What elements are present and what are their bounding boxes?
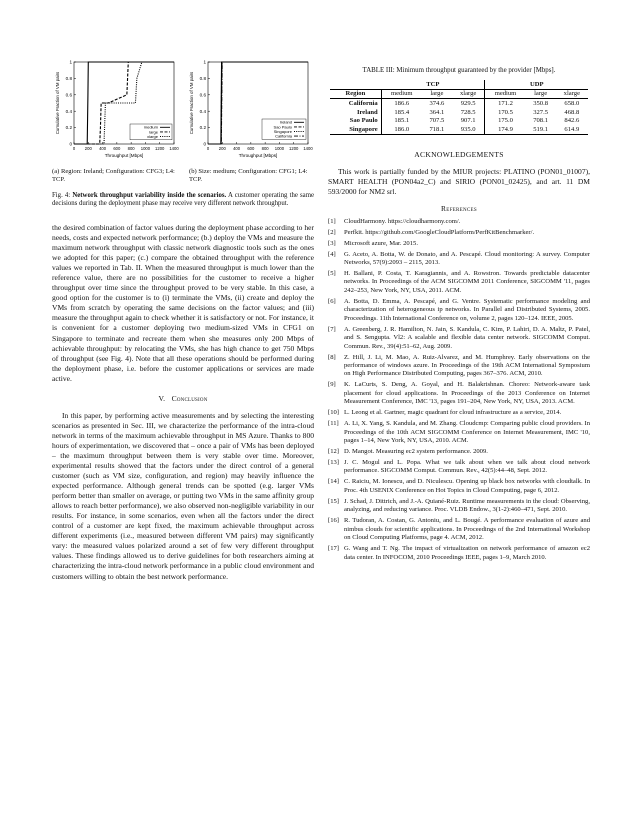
table-header-row xyxy=(330,89,588,99)
x-tick-label: 1400 xyxy=(303,146,313,151)
table-group-tcp: TCP xyxy=(381,80,485,89)
reference-text: G. Wang and T. Ng. The impact of virtualization on network performance of amazon ec2 data center. In INFOCOM, 2010 Proceedings IEEE, pages 1–9, March 2010. xyxy=(344,545,590,561)
reference-number: [10] xyxy=(328,409,339,417)
y-tick-label: 0.4 xyxy=(65,108,72,114)
reference-number: [6] xyxy=(328,297,336,305)
x-tick-label: 1200 xyxy=(289,146,299,151)
reference-number: [7] xyxy=(328,325,336,333)
subcaption-a: (a) Region: Ireland; Configuration: CFG3; L4: TCP. xyxy=(52,168,175,184)
references-heading: References xyxy=(441,203,477,213)
figure-caption-title: Network throughput variability inside the scenarios. xyxy=(72,191,227,199)
table-value-cell: 929.5 xyxy=(452,99,485,108)
y-tick-label: 0.6 xyxy=(65,92,72,98)
reference-item xyxy=(328,498,590,515)
left-column xyxy=(52,56,314,582)
y-tick-label: 1 xyxy=(69,59,72,65)
y-tick-label: 0.8 xyxy=(65,76,72,81)
reference-number: [1] xyxy=(328,217,336,225)
table-value-cell: 186.0 xyxy=(381,125,422,134)
reference-number: [8] xyxy=(328,353,336,361)
figure-caption-label: Fig. 4: xyxy=(52,191,71,199)
reference-text: A. Botta, D. Emma, A. Pescapé, and G. Ventre. Systematic performance modeling and characterization of heterogeneous ip networks. In Parallel and Distributed Systems, 2005. Proceedings. 11th International Conference on, volume 2, pages 120–124. IEEE, 2005. xyxy=(344,297,590,322)
reference-number: [5] xyxy=(328,269,336,277)
reference-item xyxy=(328,478,590,495)
x-tick-label: 800 xyxy=(261,146,269,151)
table-body xyxy=(330,99,588,134)
table-value-cell: 175.0 xyxy=(498,117,513,125)
reference-text: J. C. Mogul and L. Popa. What we talk about when we talk about cloud network performance. SIGCOMM Comput. Commun. Rev., 42(5):44–48, Sept. 2012. xyxy=(344,459,590,475)
figure-caption xyxy=(52,192,314,209)
reference-item xyxy=(328,251,590,268)
x-tick-label: 600 xyxy=(247,146,255,151)
x-tick-label: 600 xyxy=(113,146,121,151)
x-tick-label: 1400 xyxy=(169,146,179,151)
table-row xyxy=(330,125,588,134)
plot-a xyxy=(52,56,180,166)
reference-number: [15] xyxy=(328,497,339,505)
y-tick-label: 1 xyxy=(203,59,206,65)
reference-number: [17] xyxy=(328,545,339,553)
x-axis-label: Throughput [Mbps] xyxy=(238,153,278,158)
table-row xyxy=(330,99,588,108)
reference-text: J. Schad, J. Dittrich, and J.-A. Quiané-Ruiz. Runtime measurements in the cloud: Observing, analyzing, and reducing variance. Proc. VLDB Endow., 3(1-2):460–471, Sept. 2010. xyxy=(344,497,590,514)
table-group-row xyxy=(330,80,588,89)
table-row xyxy=(330,116,588,125)
reference-number: [13] xyxy=(328,459,339,467)
y-tick-label: 0.2 xyxy=(199,125,206,131)
reference-item xyxy=(328,409,590,417)
x-tick-label: 0 xyxy=(206,146,210,151)
references-list xyxy=(328,218,590,562)
reference-item xyxy=(328,218,590,226)
x-tick-label: 200 xyxy=(218,146,226,151)
table-value-cell: 364.1 xyxy=(429,108,445,116)
reference-item xyxy=(328,381,590,406)
reference-item xyxy=(328,420,590,445)
y-tick-label: 0.4 xyxy=(199,108,206,114)
conclusion-heading-text: Conclusion xyxy=(171,393,208,403)
table-value-cell: 614.9 xyxy=(556,125,588,134)
reference-item xyxy=(328,240,590,248)
table-value-cell: 374.6 xyxy=(429,99,445,107)
reference-item xyxy=(328,326,590,351)
table-region-cell: Sao Paulo xyxy=(330,116,381,125)
x-tick-label: 1000 xyxy=(274,146,285,151)
table-value-cell: 185.4 xyxy=(394,108,410,116)
table-value-cell: 174.9 xyxy=(485,125,526,134)
right-column xyxy=(328,62,590,565)
reference-number: [16] xyxy=(328,517,339,525)
reference-text: R. Tudoran, A. Costan, G. Antoniu, and L. Bougé. A performance evaluation of azure and nimbus clouds for scientific applications. In Proceedings of the 2nd International Workshop on Cloud Computing Platforms, page 4. ACM, 2012. xyxy=(344,517,590,542)
reference-text: G. Aceto, A. Botta, W. de Donato, and A. Pescapé. Cloud monitoring: A survey. Computer Networks, 57(9):2093 – 2115, 2013. xyxy=(344,250,590,267)
reference-text: C. Raiciu, M. Ionescu, and D. Niculescu. Opening up black box networks with cloudtalk. In Proc. 4th USENIX Conference on Hot Topics in Cloud Computing, page 6, 2012. xyxy=(344,478,590,494)
table-value-cell: 935.0 xyxy=(452,125,485,134)
y-tick-label: 0.2 xyxy=(65,125,72,131)
x-axis-label: Throughput [Mbps] xyxy=(104,153,144,158)
table-value-cell: 842.6 xyxy=(564,117,580,125)
y-tick-label: 0.8 xyxy=(199,76,206,81)
reference-text: Perfkit. https://github.com/GoogleCloudPlatform/PerfKitBenchmarker/. xyxy=(344,228,535,236)
reference-item xyxy=(328,229,590,237)
table-value-cell: 658.0 xyxy=(564,99,580,107)
y-tick-label: 0.6 xyxy=(199,92,206,98)
table-row xyxy=(330,108,588,117)
reference-number: [12] xyxy=(328,448,339,456)
reference-number: [9] xyxy=(328,381,336,389)
figure-4 xyxy=(52,56,314,166)
plot-b-svg xyxy=(186,56,314,166)
table-value-cell: 327.5 xyxy=(533,108,549,116)
x-tick-label: 1200 xyxy=(155,146,165,151)
table-value-cell: 468.8 xyxy=(564,108,580,116)
table-header-cell: xlarge xyxy=(452,89,485,99)
table-value-cell: 350.8 xyxy=(533,99,549,107)
reference-item xyxy=(328,298,590,323)
table-region-cell: Singapore xyxy=(330,125,381,134)
x-tick-label: 0 xyxy=(72,146,76,151)
reference-number: [3] xyxy=(328,239,336,247)
table-header-cell: large xyxy=(526,89,556,99)
table-value-cell: 171.2 xyxy=(498,99,513,107)
table-value-cell: 718.1 xyxy=(422,125,452,134)
table-region-cell: California xyxy=(330,99,381,108)
table-value-cell: 186.6 xyxy=(394,99,410,107)
reference-text: H. Ballani, P. Costa, T. Karagiannis, and A. Rowstron. Towards predictable datacenter networks. In Proceedings of the ACM SIGCOMM 2011 Conference, SIGCOMM '11, pages 242–253, New York, NY, USA, 2011. ACM. xyxy=(344,269,590,294)
reference-text: A. Li, X. Yang, S. Kandula, and M. Zhang. Cloudcmp: Comparing public cloud providers. In Proceedings of the 10th ACM SIGCOMM Conference on Internet Measurement, IMC '10, pages 1–14, New York, NY, USA, 2010. ACM. xyxy=(344,420,590,445)
reference-text: Microsoft azure, Mar. 2015. xyxy=(344,239,418,247)
y-tick-label: 0 xyxy=(69,141,72,147)
reference-text: CloudHarmony. https://cloudharmony.com/. xyxy=(344,217,461,225)
reference-item xyxy=(328,354,590,379)
table-value-cell: 707.5 xyxy=(429,117,445,125)
reference-number: [2] xyxy=(328,228,336,236)
table-value-cell: 708.1 xyxy=(533,117,549,125)
reference-item xyxy=(328,517,590,542)
table-group-udp: UDP xyxy=(485,80,588,89)
y-tick-label: 0 xyxy=(203,141,206,147)
reference-text: L. Leong et al. Gartner, magic quadrant for cloud infrastructure as a service, 2014. xyxy=(344,409,562,417)
reference-item xyxy=(328,459,590,476)
conclusion-paragraph: In this paper, by performing active measurements and by selecting the interesting scenarios as presented in Sec. III, we characterize the performance of the intra-cloud network in terms of the maximum achievable throughput in MS Azure. Thanks to 800 hours of experimentation, we discovered that – once a pair of VMs has been deployed – the maximum throughput between them is very stable over time. Moreover, experimental results showed that the factors under the direct control of a general customer (such as VM size, configuration, and region) may heavily influence the expected performance. Although general trends can be spotted (e.g. larger VMs perform better than smaller on average, or putting two VMs in the same affinity group allows to reach better performance), we also observed non-negligible variability in our results. For instance, in some scenarios, even when all the factors under the direct control of a customer are kept fixed, the maximum achievable throughput across different experiments (i.e., measured between different VM pairs) may significantly vary: the measured values polarized around a set of few very different throughput values. These findings allowed us to derive guidelines for both researchers aiming at characterizing the intra-cloud network performance in a public cloud environment and customers willing to obtain the best network performance. xyxy=(52,410,314,581)
x-tick-label: 400 xyxy=(99,146,107,151)
table-header-cell: large xyxy=(422,89,452,99)
legend-label: medium xyxy=(143,124,158,130)
reference-number: [14] xyxy=(328,478,339,486)
plot-a-svg xyxy=(52,56,180,166)
table-header-cell: medium xyxy=(485,89,526,99)
legend-label: Singapore xyxy=(273,128,292,134)
reference-item xyxy=(328,545,590,562)
throughput-table xyxy=(330,80,588,135)
table-value-cell: 170.5 xyxy=(498,108,513,116)
legend-label: xlarge xyxy=(147,133,158,139)
reference-text: Z. Hill, J. Li, M. Mao, A. Ruiz-Alvarez, and M. Humphrey. Early observations on the performance of windows azure. In Proceedings of the 19th ACM International Symposium on High Performance Distributed Computing, pages 367–376. ACM, 2010. xyxy=(344,353,590,378)
table-header-cell: medium xyxy=(381,89,422,99)
table-header-cell: Region xyxy=(330,89,381,99)
table-value-cell: 185.1 xyxy=(394,117,410,125)
table-value-cell: 728.5 xyxy=(452,108,485,117)
acknowledgements-text: This work is partially funded by the MIUR projects: PLATINO (PON01_01007), SMART HEALTH (PON04a2_C) and SIRIO (PON01_02425), and art. 11 DM 593/2000 for NM2 srl. xyxy=(328,166,590,196)
conclusion-heading xyxy=(52,394,314,403)
y-axis-label: Cumulative Fraction of VM pairs xyxy=(189,71,194,135)
legend-label: California xyxy=(275,133,292,139)
table-region-cell: Ireland xyxy=(330,108,381,117)
reference-text: K. LaCurts, S. Deng, A. Goyal, and H. Balakrishnan. Choreo: Network-aware task placement for cloud applications. In Proceedings of the 2013 Conference on Internet Measurement Conference, IMC '13, pages 191–204, New York, NY, USA, 2013. ACM. xyxy=(344,381,590,406)
reference-item xyxy=(328,270,590,295)
table-caption: TABLE III: Minimum throughput guaranteed by the provider [Mbps]. xyxy=(362,67,556,74)
conclusion-heading-num: V. xyxy=(158,393,166,403)
legend-label: Ireland xyxy=(279,119,292,125)
subcaption-b: (b) Size: medium; Configuration: CFG1; L4: TCP. xyxy=(189,168,308,184)
table-value-cell: 907.1 xyxy=(452,116,485,125)
y-axis-label: Cumulative Fraction of VM pairs xyxy=(55,71,60,135)
plot-b xyxy=(186,56,314,166)
x-tick-label: 1000 xyxy=(140,146,151,151)
table-group-empty xyxy=(330,80,381,89)
table-header-cell: xlarge xyxy=(556,89,588,99)
table-value-cell: 519.1 xyxy=(526,125,556,134)
x-tick-label: 200 xyxy=(84,146,92,151)
legend-label: large xyxy=(149,129,158,135)
reference-text: A. Greenberg, J. R. Hamilton, N. Jain, S. Kandula, C. Kim, P. Lahiri, D. A. Maltz, P. Patel, and S. Sengupta. Vl2: A scalable and flexible data center network. SIGCOMM Comput. Commun. Rev., 39(4):51–62, Aug. 2009. xyxy=(344,325,590,350)
legend-label: Sao Paulo xyxy=(273,124,292,130)
reference-text: D. Mangot. Measuring ec2 system performance. 2009. xyxy=(344,448,488,456)
x-tick-label: 800 xyxy=(127,146,135,151)
x-tick-label: 400 xyxy=(233,146,241,151)
reference-item xyxy=(328,448,590,456)
reference-number: [4] xyxy=(328,250,336,258)
left-paragraph: the desired combination of factor values during the deployment phase according to her needs, costs and expected network performance; (b.) deploy the VMs and measure the maximum network throughput with classic network diagnostic tools such as the ones we adopted for this paper; (c.) compare the obtained throughput with the reference values we reported in Tab. II. When the measured throughput is much lower than the reference value, there are no possibilities for the customer to receive a higher throughput over time since the throughput proved to be very stable. In this case, a good option for the customer is to (i) terminate the VMs, (ii) create and deploy the VMs from scratch by operating the same decisions on the factor values; and (iii) measure the throughput again to check whether it is satisfactory or not. For instance, it is convenient for a customer deploying two medium-sized VMs in CFG1 on Singapore to terminate and recreate them when she measures only 200 Mbps of achievable throughput: by relocating the VMs, she has high chance to get 750 Mbps of throughput (see Fig. 4). Note that all these operations should be performed during the deployment phase, i.e. before the customer applications or services are made active. xyxy=(52,223,314,383)
acknowledgements-heading: ACKNOWLEDGEMENTS xyxy=(414,149,504,159)
subcaptions xyxy=(52,168,314,185)
figure-caption-text: A customer operating the same decisions during the deployment phase may receive very different network throughput. xyxy=(52,191,315,208)
reference-number: [11] xyxy=(328,420,339,428)
